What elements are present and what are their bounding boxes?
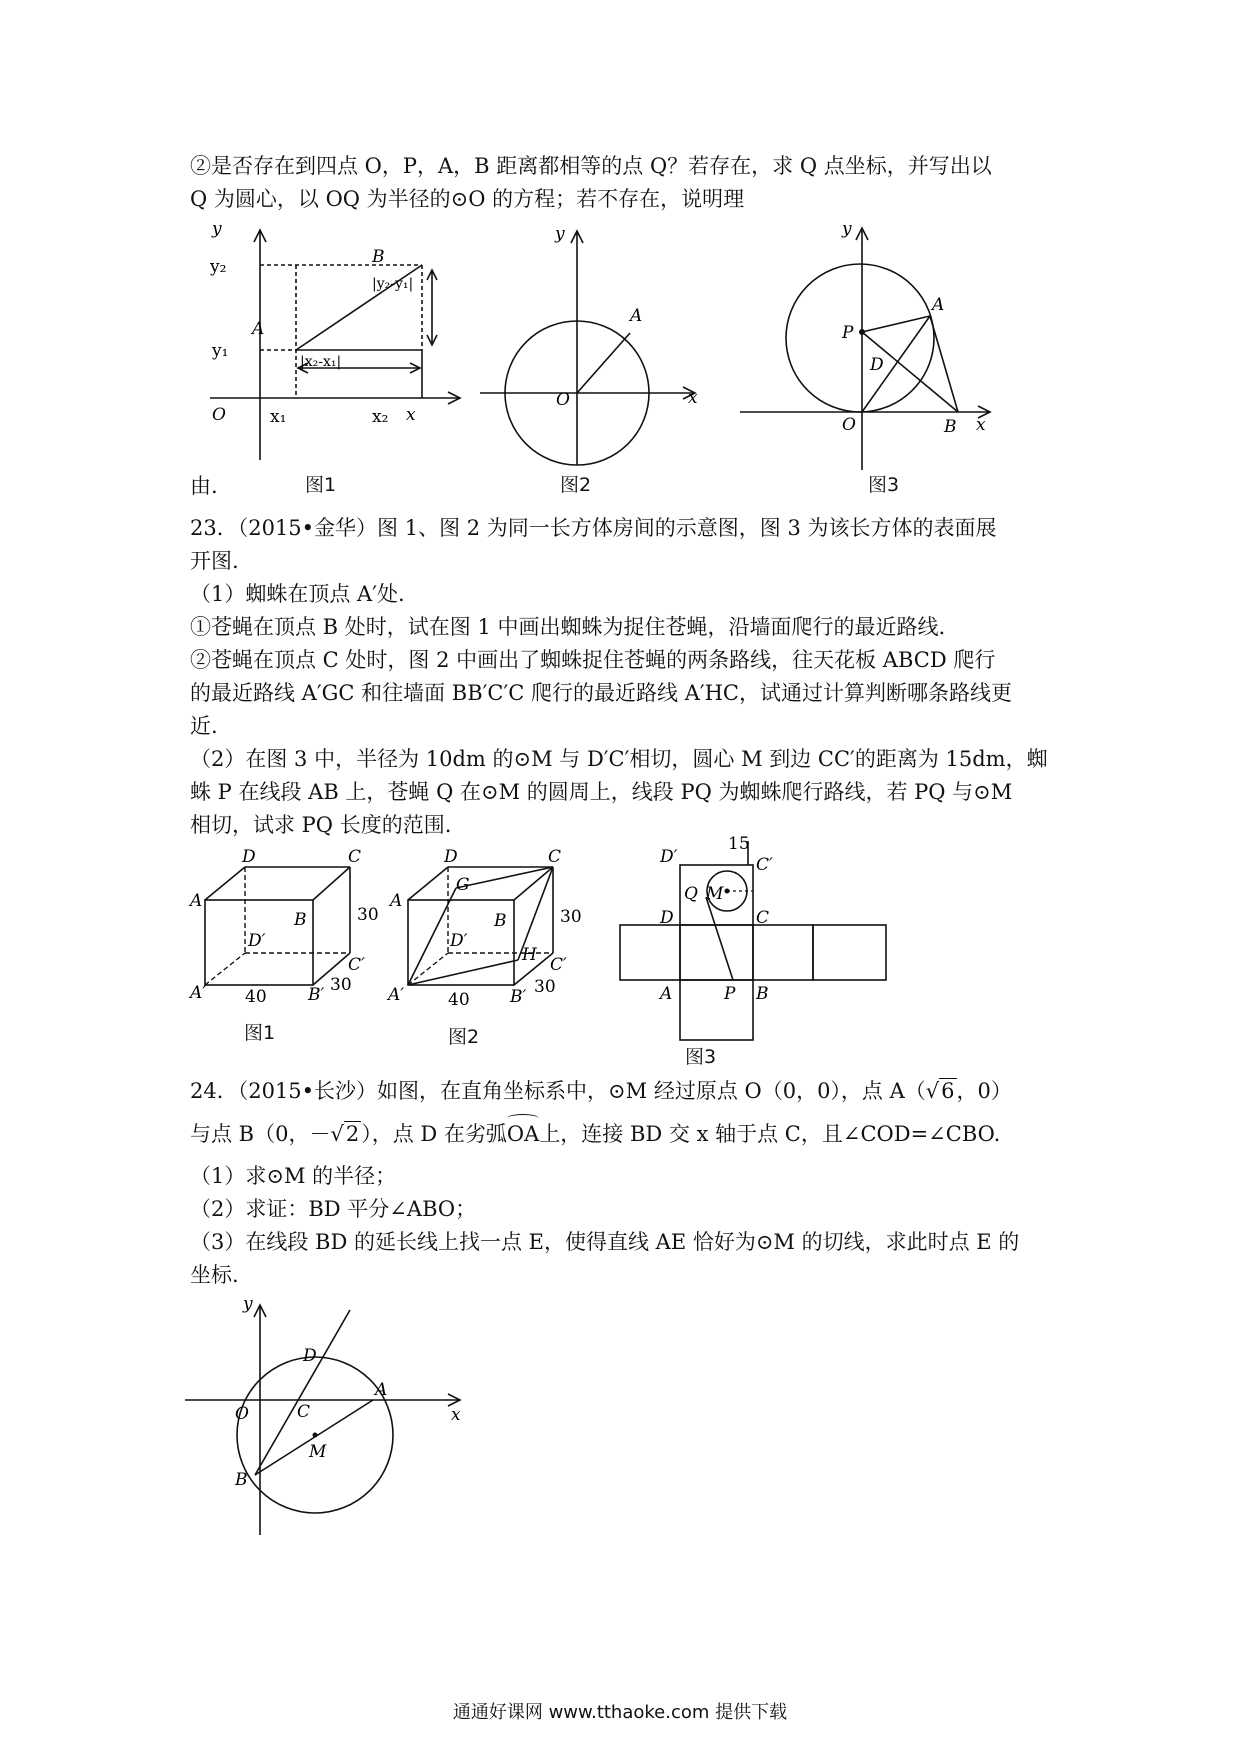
- q22-figure-2: [480, 225, 700, 465]
- q23f3-D2: D′: [660, 847, 678, 867]
- q23f3-C: C: [756, 908, 770, 928]
- q24f-x: x: [451, 1405, 461, 1425]
- q23f3-P: P: [724, 984, 736, 1004]
- q23f2-D2: D′: [450, 931, 468, 951]
- q23-line-3: （1）蜘蛛在顶点 A′处.: [190, 582, 405, 606]
- q23-figure-2: [388, 847, 588, 1010]
- q23f1-C2: C′: [348, 955, 365, 975]
- q23f2-B: B: [494, 911, 507, 931]
- q22-fig1-caption: 图1: [305, 474, 337, 496]
- q23f3-D: D: [660, 908, 674, 928]
- q23f1-B: B: [294, 910, 307, 930]
- q24-sqrt-6: 6: [941, 1079, 955, 1103]
- fig1-dx-label: |x₂-x₁|: [300, 354, 342, 370]
- fig1-x-label: x: [406, 405, 416, 425]
- q23f2-C2: C′: [550, 955, 567, 975]
- sqrt-symbol-icon: √: [330, 1122, 344, 1146]
- q23-figure-3: [600, 835, 900, 1040]
- q24-arc-OA: OA: [507, 1118, 539, 1151]
- q24-line-1-a: 24．（2015•长沙）如图，在直角坐标系中，⊙M 经过原点 O（0，0），点 A（: [190, 1079, 926, 1103]
- fig3-P-label: P: [842, 323, 854, 343]
- fig1-dy-label: |y₂-y₁|: [372, 276, 414, 292]
- q24f-A: A: [375, 1380, 388, 1400]
- q24f-D: D: [303, 1346, 317, 1366]
- q22-line-1: ②是否存在到四点 O，P，A，B 距离都相等的点 Q？若存在，求 Q 点坐标，并写出以: [190, 154, 992, 178]
- q23f1-30b: 30: [330, 975, 352, 995]
- fig1-O-label: O: [212, 405, 226, 425]
- q24-line-2-c: 上，连接 BD 交 x 轴于点 C，且∠COD=∠CBO.: [539, 1122, 1001, 1146]
- q23f2-H: H: [522, 945, 537, 965]
- q23f2-A: A: [390, 891, 403, 911]
- q24-line-2-a: 与点 B（0，－: [190, 1122, 331, 1146]
- fig1-x1-label: x₁: [270, 407, 287, 427]
- fig3-y-label: y: [842, 219, 852, 239]
- q24-line-5: （3）在线段 BD 的延长线上找一点 E，使得直线 AE 恰好为⊙M 的切线，求此时点 E 的: [190, 1230, 1020, 1254]
- fig3-B-label: B: [944, 417, 957, 437]
- q23-line-2: 开图.: [190, 549, 239, 573]
- fig2-O-label: O: [556, 390, 570, 410]
- q24-sqrt-2: 2: [345, 1122, 360, 1146]
- q23-line-6: 的最近路线 A′GC 和往墙面 BB′C′C 爬行的最近路线 A′HC，试通过计算判断哪条路线更: [190, 681, 1013, 705]
- q22-line-tail: 由.: [190, 474, 218, 498]
- fig2-A-label: A: [630, 306, 643, 326]
- q24-line-3: （1）求⊙M 的半径；: [190, 1164, 397, 1188]
- q24f-M: M: [309, 1442, 327, 1462]
- q23-fig3-caption: 图3: [685, 1046, 717, 1068]
- q24-figure: [185, 1295, 475, 1535]
- q23-fig1-caption: 图1: [244, 1022, 276, 1044]
- q22-figure-3: [740, 220, 1010, 470]
- q23f3-C2: C′: [756, 855, 773, 875]
- q23f3-M: M: [706, 884, 724, 904]
- q23f1-D: D: [242, 847, 256, 867]
- fig1-x2-label: x₂: [372, 407, 389, 427]
- q22-fig2-caption: 图2: [560, 474, 592, 496]
- q24-line-2-b: ），点 D 在劣弧: [361, 1122, 507, 1146]
- q23f2-D: D: [444, 847, 458, 867]
- q24f-y: y: [243, 1294, 253, 1314]
- q23-line-8: （2）在图 3 中，半径为 10dm 的⊙M 与 D′C′相切，圆心 M 到边 CC′的距离为 15dm，蜘: [190, 747, 1048, 771]
- q24-line-4: （2）求证：BD 平分∠ABO；: [190, 1197, 477, 1221]
- fig1-y-label: y: [212, 219, 222, 239]
- q23f1-A2: A′: [190, 983, 207, 1003]
- q23f2-A2: A′: [388, 985, 405, 1005]
- q23f2-30b: 30: [534, 977, 556, 997]
- fig1-y1-label: y₁: [212, 341, 229, 361]
- q24f-O: O: [235, 1404, 249, 1424]
- fig3-A-label: A: [932, 295, 945, 315]
- q24-line-1: [190, 1075, 1060, 1108]
- sqrt-symbol-icon: √: [925, 1079, 940, 1103]
- fig1-y2-label: y₂: [210, 257, 227, 277]
- q23-figure-1: [190, 847, 390, 1010]
- fig3-D-label: D: [870, 355, 884, 375]
- q24f-B: B: [235, 1470, 248, 1490]
- fig2-y-label: y: [555, 224, 565, 244]
- q23f3-B: B: [756, 984, 769, 1004]
- fig1-B-label: B: [372, 247, 385, 267]
- q23f2-C: C: [548, 847, 562, 867]
- page-footer: 通通好课网 www.tthaoke.com 提供下载: [452, 1702, 788, 1723]
- q23f1-40: 40: [245, 987, 267, 1007]
- q22-figure-1: [200, 220, 470, 460]
- q23f2-G: G: [456, 875, 470, 895]
- q23f1-D2: D′: [248, 931, 266, 951]
- fig2-x-label: x: [688, 388, 698, 408]
- q23-line-10: 相切，试求 PQ 长度的范围.: [190, 813, 452, 837]
- q23f1-A: A: [190, 891, 203, 911]
- q23f3-Q: Q: [684, 884, 698, 904]
- q23f1-30a: 30: [357, 905, 379, 925]
- q24f-C: C: [297, 1402, 311, 1422]
- q24-line-1-b: ，0）: [956, 1079, 1012, 1103]
- q23-line-7: 近.: [190, 714, 218, 738]
- q23f1-B2: B′: [308, 985, 325, 1005]
- fig1-A-label: A: [252, 319, 265, 339]
- q23-line-1: 23．（2015•金华）图 1、图 2 为同一长方体房间的示意图，图 3 为该长方体的表面展: [190, 516, 997, 540]
- fig3-O-label: O: [842, 415, 856, 435]
- q23f1-C: C: [348, 847, 362, 867]
- q23f3-15: 15: [728, 834, 750, 854]
- q23f2-40: 40: [448, 990, 470, 1010]
- fig3-x-label: x: [976, 415, 986, 435]
- q23f2-30a: 30: [560, 907, 582, 927]
- q23-fig2-caption: 图2: [448, 1026, 480, 1048]
- q23f2-B2: B′: [510, 987, 527, 1007]
- q23f3-A: A: [660, 984, 673, 1004]
- q23-line-4: ①苍蝇在顶点 B 处时，试在图 1 中画出蜘蛛为捉住苍蝇，沿墙面爬行的最近路线.: [190, 615, 946, 639]
- q23-line-9: 蛛 P 在线段 AB 上，苍蝇 Q 在⊙M 的圆周上，线段 PQ 为蜘蛛爬行路线，若 PQ 与⊙M: [190, 780, 1013, 804]
- q24-line-2: [190, 1118, 1060, 1151]
- q24-line-6: 坐标.: [190, 1263, 239, 1287]
- q22-line-2: Q 为圆心，以 OQ 为半径的⊙O 的方程；若不存在，说明理: [190, 187, 745, 211]
- q23-line-5: ②苍蝇在顶点 C 处时，图 2 中画出了蜘蛛捉住苍蝇的两条路线，往天花板 ABCD 爬行: [190, 648, 996, 672]
- q22-fig3-caption: 图3: [868, 474, 900, 496]
